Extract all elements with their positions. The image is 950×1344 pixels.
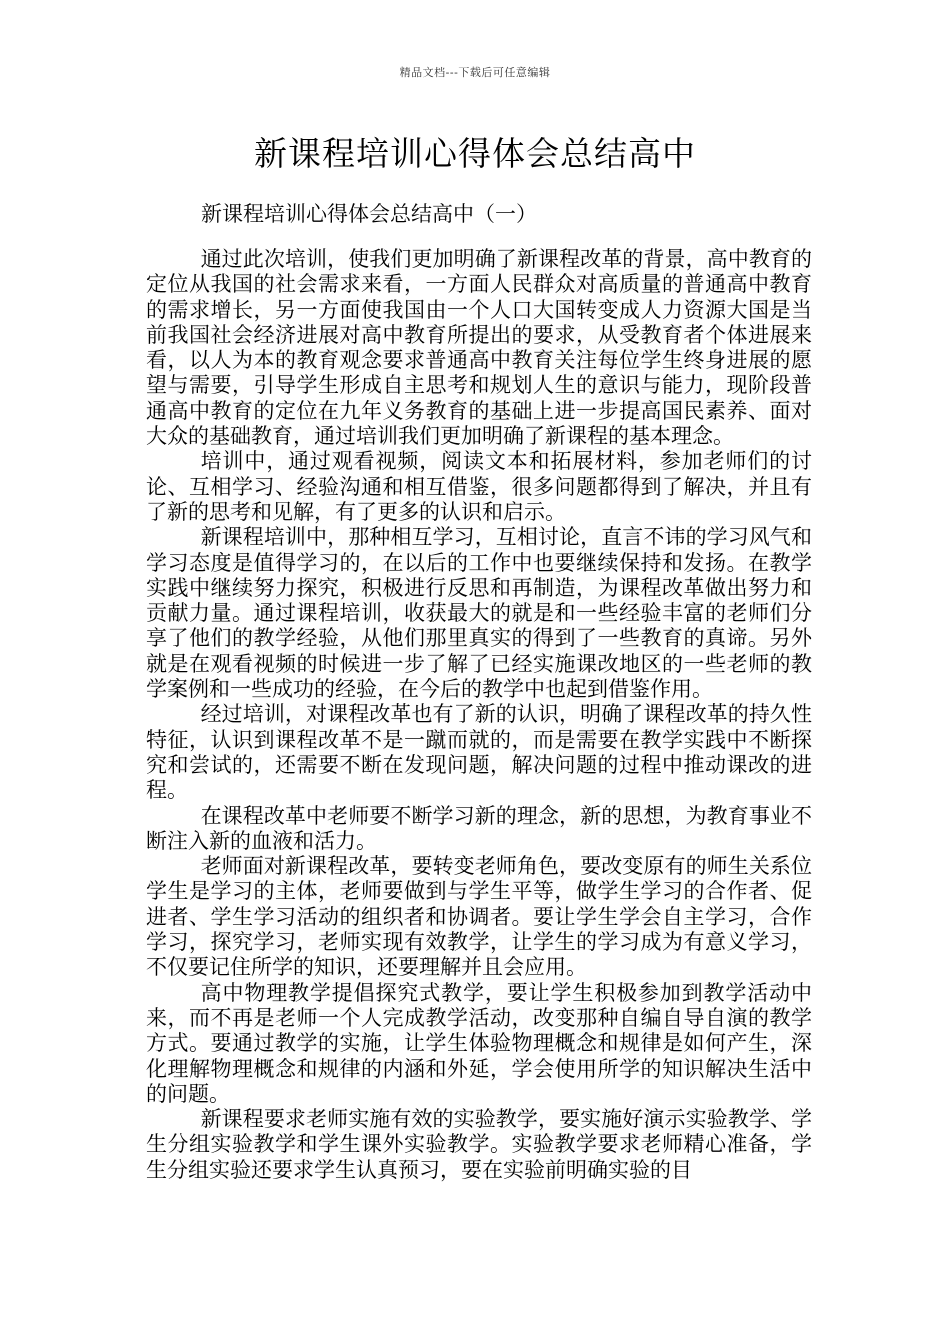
- paragraph: 高中物理教学提倡探究式教学，要让学生积极参加到教学活动中来，而不再是老师一个人完成教学活动，改变那种自编自导自演的教学方式。要通过教学的实施，让学生体验物理概念和规律是如何产生，深化理解物理概念和规律的内涵和外延，学会使用所学的知识解决生活中的问题。: [146, 980, 812, 1106]
- document-title: 新课程培训心得体会总结高中: [254, 134, 696, 173]
- header-note: 精品文档---下载后可任意编辑: [399, 66, 551, 79]
- paragraph: 老师面对新课程改革，要转变老师角色，要改变原有的师生关系位学生是学习的主体，老师要做到与学生平等，做学生学习的合作者、促进者、学生学习活动的组织者和协调者。要让学生学会自主学习，合作学习，探究学习，老师实现有效教学，让学生的学习成为有意义学习，不仅要记住所学的知识，还要理解并且会应用。: [146, 854, 812, 980]
- section-subtitle: 新课程培训心得体会总结高中（一）: [201, 202, 537, 226]
- paragraph: 新课程要求老师实施有效的实验教学，要实施好演示实验教学、学生分组实验教学和学生课外实验教学。实验教学要求老师精心准备，学生分组实验还要求学生认真预习，要在实验前明确实验的目: [146, 1107, 812, 1182]
- paragraph: 经过培训，对课程改革也有了新的认识，明确了课程改革的持久性特征，认识到课程改革不是一蹴而就的，而是需要在教学实践中不断探究和尝试的，还需要不断在发现问题，解决问题的过程中推动课改的进程。: [146, 702, 812, 803]
- paragraph: 通过此次培训，使我们更加明确了新课程改革的背景，高中教育的定位从我国的社会需求来看，一方面人民群众对高质量的普通高中教育的需求增长，另一方面使我国由一个人口大国转变成人力资源大国是当前我国社会经济进展对高中教育所提出的要求，从受教育者个体进展来看，以人为本的教育观念要求普通高中教育关注每位学生终身进展的愿望与需要，引导学生形成自主思考和规划人生的意识与能力，现阶段普通高中教育的定位在九年义务教育的基础上进一步提高国民素养、面对大众的基础教育，通过培训我们更加明确了新课程的基本理念。: [146, 247, 812, 449]
- document-body: [146, 247, 812, 1183]
- paragraph: 在课程改革中老师要不断学习新的理念，新的思想，为教育事业不断注入新的血液和活力。: [146, 803, 812, 853]
- paragraph: 培训中，通过观看视频，阅读文本和拓展材料，参加老师们的讨论、互相学习、经验沟通和相互借鉴，很多问题都得到了解决，并且有了新的思考和见解，有了更多的认识和启示。: [146, 449, 812, 524]
- paragraph: 新课程培训中，那种相互学习，互相讨论，直言不讳的学习风气和学习态度是值得学习的，在以后的工作中也要继续保持和发扬。在教学实践中继续努力探究，积极进行反思和再制造，为课程改革做出努力和贡献力量。通过课程培训，收获最大的就是和一些经验丰富的老师们分享了他们的教学经验，从他们那里真实的得到了一些教育的真谛。另外就是在观看视频的时候进一步了解了已经实施课改地区的一些老师的教学案例和一些成功的经验，在今后的教学中也起到借鉴作用。: [146, 525, 812, 702]
